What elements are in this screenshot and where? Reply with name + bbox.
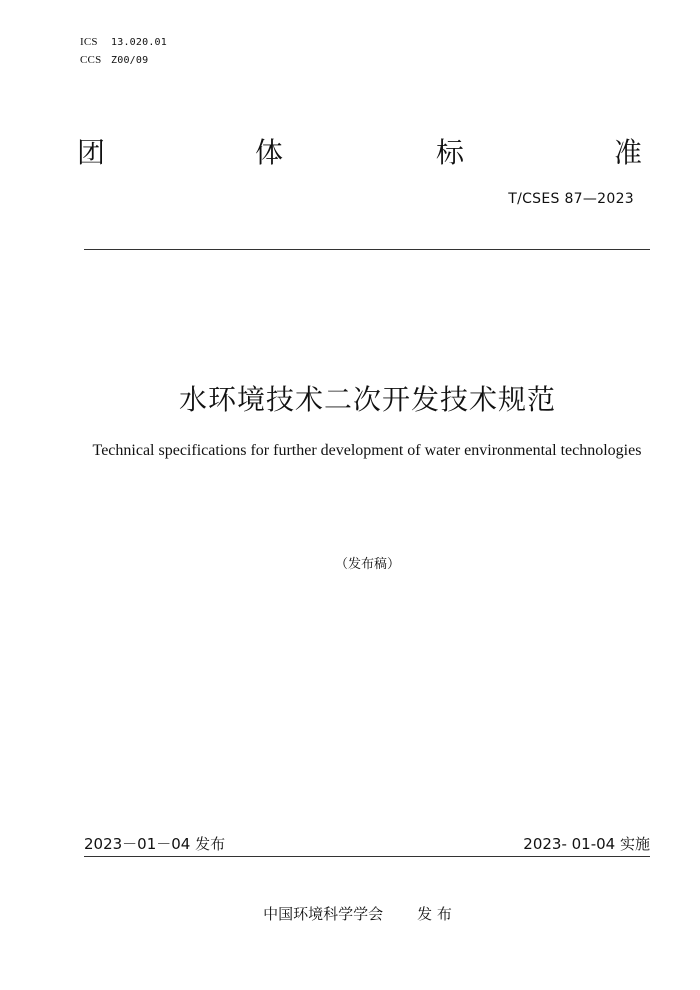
issue-date: 2023－01－04 发布	[84, 835, 226, 853]
ics-code-line	[80, 35, 167, 50]
ccs-value: Z00/09	[111, 55, 149, 66]
header-divider	[84, 249, 650, 250]
publisher-name: 中国环境科学学会	[263, 905, 384, 923]
publisher-line	[0, 903, 700, 925]
ccs-label: CCS	[80, 54, 102, 66]
title-chinese: 水环境技术二次开发技术规范	[178, 383, 556, 416]
standard-number: T/CSES 87—2023	[508, 191, 634, 207]
ics-value: 13.020.01	[111, 37, 167, 48]
standard-type-char-1: 团	[77, 136, 106, 169]
implementation-date: 2023- 01-04 实施	[523, 835, 650, 853]
title-english: Technical specifications for further development of water environmental technologies	[92, 442, 642, 459]
footer-divider	[84, 856, 650, 857]
standard-type-char-4: 准	[614, 136, 643, 169]
ics-label: ICS	[80, 36, 98, 48]
ccs-code-line	[80, 53, 148, 68]
standard-type-char-2: 体	[255, 136, 284, 169]
draft-status: （发布稿）	[334, 557, 400, 572]
standard-type-char-3: 标	[436, 136, 465, 169]
publisher-action: 发 布	[417, 905, 452, 923]
